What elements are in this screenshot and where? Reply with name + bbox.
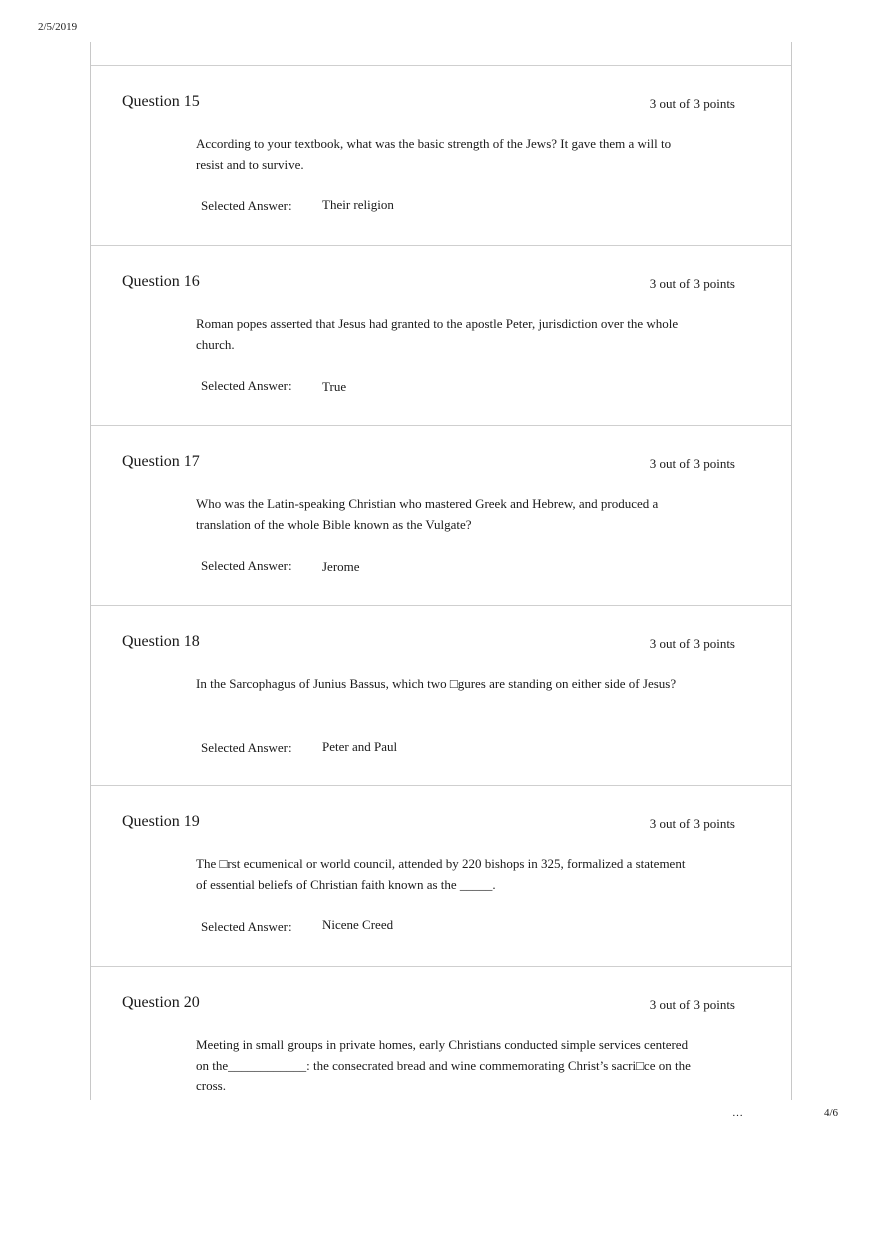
question-block-20 [91,966,791,1100]
page-number: 4/6 [824,1107,839,1119]
question-points: 3 out of 3 points [649,96,735,111]
selected-answer-value: Peter and Paul [322,739,398,754]
question-points: 3 out of 3 points [649,276,735,291]
question-block-18 [91,605,791,785]
footer-ellipsis: … [732,1107,743,1119]
question-title: Question 17 [122,453,200,470]
selected-answer-value: Jerome [322,559,360,574]
question-block-16 [91,245,791,425]
question-points: 3 out of 3 points [649,456,735,471]
question-text: In the Sarcophagus of Junius Bassus, which two □gures are standing on either side of Jesus? [196,676,677,691]
content-frame [90,42,792,1100]
selected-answer-label: Selected Answer: [201,198,292,213]
question-text: Who was the Latin-speaking Christian who mastered Greek and Hebrew, and produced a translation of the whole Bible known as the Vulgate? [196,496,659,532]
selected-answer-label: Selected Answer: [201,919,292,934]
selected-answer-label: Selected Answer: [201,740,292,755]
question-title: Question 19 [122,813,200,830]
question-title: Question 16 [122,273,200,290]
question-points: 3 out of 3 points [649,816,735,831]
question-block-15 [91,65,791,245]
question-block-17 [91,425,791,605]
question-block-19 [91,785,791,965]
question-points: 3 out of 3 points [649,636,735,651]
print-date: 2/5/2019 [38,21,78,33]
question-text: According to your textbook, what was the basic strength of the Jews? It gave them a will to resist and to survive. [196,136,672,172]
question-text: The □rst ecumenical or world council, attended by 220 bishops in 325, formalized a statement of essential beliefs of Christian faith known as the _____. [196,856,686,892]
question-title: Question 15 [122,93,200,110]
question-text: Meeting in small groups in private homes, early Christians conducted simple services centered on the____________: the consecrated bread and wine commemorating Christ’s sacri□ce on the cross. [196,1037,691,1093]
question-title: Question 18 [122,633,200,650]
selected-answer-value: True [322,379,347,394]
selected-answer-label: Selected Answer: [201,558,292,573]
question-text: Roman popes asserted that Jesus had granted to the apostle Peter, jurisdiction over the whole church. [196,316,679,352]
selected-answer-value: Nicene Creed [322,917,394,932]
question-points: 3 out of 3 points [649,997,735,1012]
question-title: Question 20 [122,994,200,1011]
selected-answer-label: Selected Answer: [201,378,292,393]
selected-answer-value: Their religion [322,197,394,212]
